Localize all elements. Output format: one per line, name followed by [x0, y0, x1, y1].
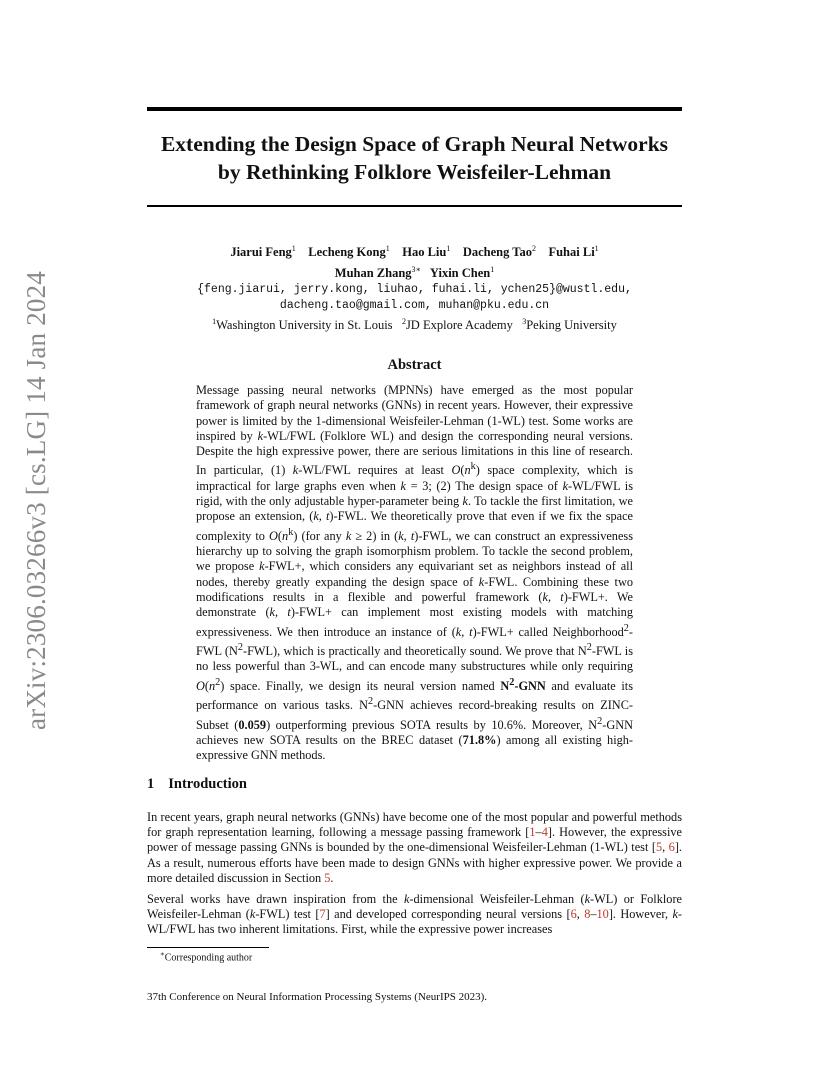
footnote-text: Corresponding author	[164, 952, 253, 964]
author-emails	[147, 282, 682, 313]
footnote-rule	[147, 947, 269, 948]
paper-title: Extending the Design Space of Graph Neural Networks by Rethinking Folklore Weisfeiler-Lehman	[160, 132, 669, 184]
affiliation: Peking University	[526, 318, 617, 333]
author-name: Yixin Chen	[429, 266, 491, 281]
section-number: 1	[147, 776, 155, 792]
citation-link[interactable]: 10	[596, 907, 609, 922]
author-block	[147, 240, 682, 334]
title-rule-top	[147, 107, 682, 111]
author-name: Lecheng Kong	[308, 245, 386, 260]
affiliation: JD Explore Academy	[405, 318, 513, 333]
citation-link[interactable]: 6	[668, 840, 675, 855]
author-name: Hao Liu	[402, 245, 447, 260]
citation-link[interactable]: 1	[529, 825, 536, 840]
title-rule-bottom	[147, 205, 682, 207]
introduction-body: In recent years, graph neural networks (GNNs) have become one of the most popular and powerful methods for graph representation learning, following a message passing framework [1–4]. However, the expressive power of message passing GNNs is bounded by the one-dimensional Weisfeiler-Lehman (1-WL) test [5, 6]. As a result, numerous efforts have been made to design GNNs with higher expressive power. We provide a more detailed discussion in Section 5. Several works have drawn inspiration from the k-dimensional Weisfeiler-Lehman (k-WL) or Folklore Weisfeiler-Lehman (k-FWL) test [7] and developed corresponding neural versions [6, 8–10]. However, k-WL/FWL has two inherent limitations. First, while the expressive power increases	[147, 810, 683, 937]
citation-link[interactable]: 6	[570, 907, 577, 922]
email-line: dacheng.tao@gmail.com, muhan@pku.edu.cn	[279, 298, 550, 312]
citation-link[interactable]: 7	[319, 907, 326, 922]
arxiv-stamp	[18, 270, 56, 730]
author-name: Jiarui Feng	[230, 245, 292, 260]
email-line: {feng.jiarui, jerry.kong, liuhao, fuhai.li, ychen25}@wustl.edu,	[197, 283, 632, 297]
author-name: Fuhai Li	[548, 245, 595, 260]
section-heading	[147, 776, 247, 793]
author-name: Dacheng Tao	[462, 245, 532, 260]
citation-link[interactable]: 5	[655, 840, 663, 855]
author-name: Muhan Zhang	[334, 266, 412, 281]
citation-link[interactable]: 8	[584, 907, 591, 922]
venue-note: 37th Conference on Neural Information Processing Systems (NeurIPS 2023).	[147, 991, 488, 1003]
footnote: ∗Corresponding author	[160, 950, 253, 964]
arxiv-id: arXiv:2306.03266v3 [cs.LG] 14 Jan 2024	[21, 270, 52, 730]
citation-link[interactable]: 4	[541, 825, 548, 840]
section-link[interactable]: 5	[324, 870, 331, 885]
author-names: Jiarui Feng$^1$ Lecheng Kong$^1$ Hao Liu$^1$ Dacheng Tao$^2$ Fuhai Li$^1$ Muhan Zhang$^{3∗}$ Yixin Chen$^1$	[230, 244, 599, 281]
affiliations: $^1$Washington University in St. Louis $^2$JD Explore Academy $^3$Peking University	[212, 317, 617, 333]
section-title: Introduction	[168, 776, 247, 792]
affiliation: Washington University in St. Louis	[216, 318, 393, 333]
abstract-body: Message passing neural networks (MPNNs) have emerged as the most popular framework of graph neural networks (GNNs) in recent years. However, their expressive power is limited by the 1-dimensional Weisfeiler-Lehman (1-WL) test. Some works are inspired by k-WL/FWL (Folklore WL) and design the corresponding neural versions. Despite the high expressive power, there are serious limitations in this line of research. In particular, (1) k-WL/FWL requires at least $O(n^k)$ space complexity, which is impractical for large graphs even when k = 3; (2) The design space of k-WL/FWL is rigid, with the only adjustable hyper-parameter being k. To tackle the first limitation, we propose an extension, (k, t)-FWL. We theoretically prove that even if we fix the space complexity to $O(n^k)$ (for any k ≥ 2) in (k, t)-FWL, we can construct an expressiveness hierarchy up to solving the graph isomorphism problem. To tackle the second problem, we propose k-FWL+, which considers any equivariant set as neighbors instead of all nodes, thereby greatly expanding the design space of k-FWL. Combining these two modifications results in a flexible and powerful framework (k, t)-FWL+. We demonstrate (k, t)-FWL+ can implement most existing models with matching expressiveness. We then introduce an instance of (k, t)-FWL+ called Neighborhood$^2$-FWL $(N^2-FWL)$, which is practically and theoretically sound. We prove that $N^2$-FWL is no less powerful than 3-WL, and can encode many substructures while only requiring $O(n^2)$ space. Finally, we design its neural version named $N^2$-GNN and evaluate its performance on various tasks. $N^2$-GNN achieves record-breaking results on ZINC-Subset (0.059) outperforming previous SOTA results by 10.6%. Moreover, $N^2$-GNN achieves new SOTA results on the BREC dataset (71.8%) among all existing high-expressive GNN methods.	[196, 383, 634, 763]
abstract-heading: Abstract	[387, 357, 442, 373]
